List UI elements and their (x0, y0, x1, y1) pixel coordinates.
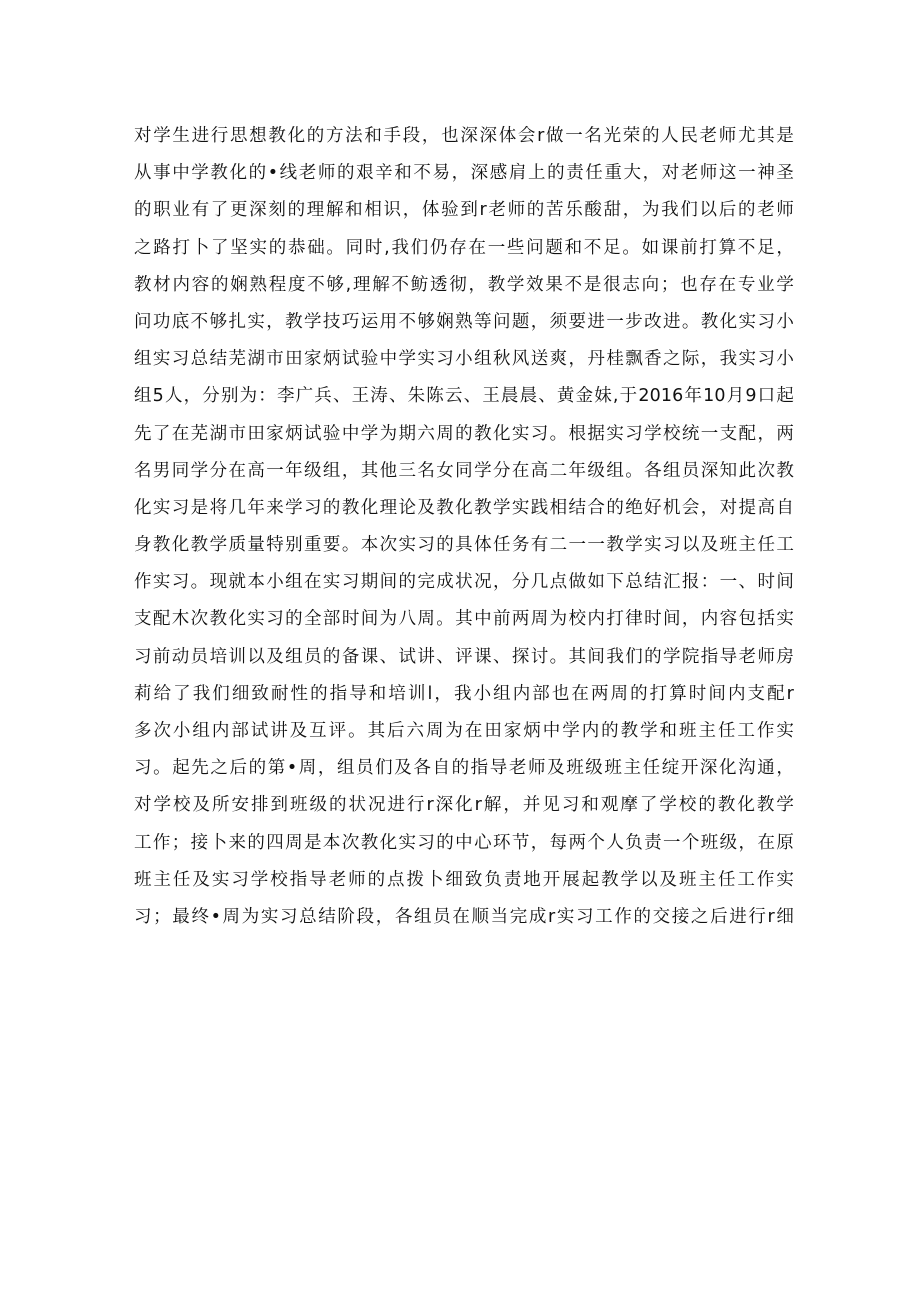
text-line-14: 支配木次教化实习的全部时间为八周。其中前两周为校内打律时间，内容包括实 (134, 609, 794, 630)
text-line-19: 对学校及所安排到班级的状况进行r深化r解，并见习和观摩了学校的教化教学 (134, 795, 794, 816)
text-line-5: 教材内容的娴熟程度不够,理解不鲂透彻，教学效果不是很志向；也存在专业学 (134, 274, 794, 295)
text-line-8: 组5人，分别为：李广兵、王涛、朱陈云、王晨晨、黄金妹,于2016年10月9口起 (134, 386, 794, 407)
text-line-6: 问功底不够扎实，教学技巧运用不够娴熟等问题，须要进一步改进。教化实习小 (134, 311, 794, 332)
text-line-15: 习前动员培训以及组员的备课、试讲、评课、探讨。其间我们的学院指导老师房 (134, 646, 794, 667)
text-line-21: 班主任及实习学校指导老师的点拨卜细致负责地开展起教学以及班主任工作实 (134, 869, 794, 890)
body-text (134, 118, 794, 936)
text-line-9: 先了在芜湖市田家炳试验中学为期六周的教化实习。根据实习学校统一支配，两 (134, 423, 794, 444)
text-line-20: 工作；接卜来的四周是本次教化实习的中心环节，每两个人负责一个班级，在原 (134, 832, 794, 853)
text-line-12: 身教化教学质量特别重要。本次实习的具体任务有二一一教学实习以及班主任工 (134, 535, 794, 556)
text-line-10: 名男同学分在高一年级组，其他三名女同学分在高二年级组。各组员深知此次教 (134, 460, 794, 481)
text-line-3: 的职业有了更深刻的理解和相识，体验到r老师的苦乐酸甜，为我们以后的老师 (134, 200, 794, 221)
text-line-16: 莉给了我们细致耐性的指导和培训l，我小组内部也在两周的打算时间内支配r (134, 683, 794, 704)
text-line-22: 习；最终•周为实习总结阶段，各组员在顺当完成r实习工作的交接之后进行r细 (134, 906, 794, 927)
text-line-2: 从事中学教化的•线老师的艰辛和不易，深感肩上的责任重大，对老师这一神圣 (134, 163, 794, 184)
text-line-4: 之路打卜了坚实的恭础。同时,我们仍存在一些问题和不足。如课前打算不足， (134, 237, 794, 258)
text-line-7: 组实习总结芜湖市田家炳试验中学实习小组秋风送爽，丹桂飘香之际，我实习小 (134, 349, 794, 370)
text-line-18: 习。起先之后的第•周，组员们及各自的指导老师及班级班主任绽开深化沟通， (134, 758, 794, 779)
text-line-13: 作实习。现就本小组在实习期间的完成状况，分几点做如下总结汇报：一、时间 (134, 572, 794, 593)
text-line-1: 对学生进行思想教化的方法和手段，也深深体会r做一名光荣的人民老师尤其是 (134, 126, 794, 146)
text-line-11: 化实习是将几年来学习的教化理论及教化教学实践相结合的绝好机会，对提高自 (134, 497, 794, 518)
text-line-17: 多次小组内部试讲及互评。其后六周为在田家炳中学内的教学和班主任工作实 (134, 721, 794, 741)
